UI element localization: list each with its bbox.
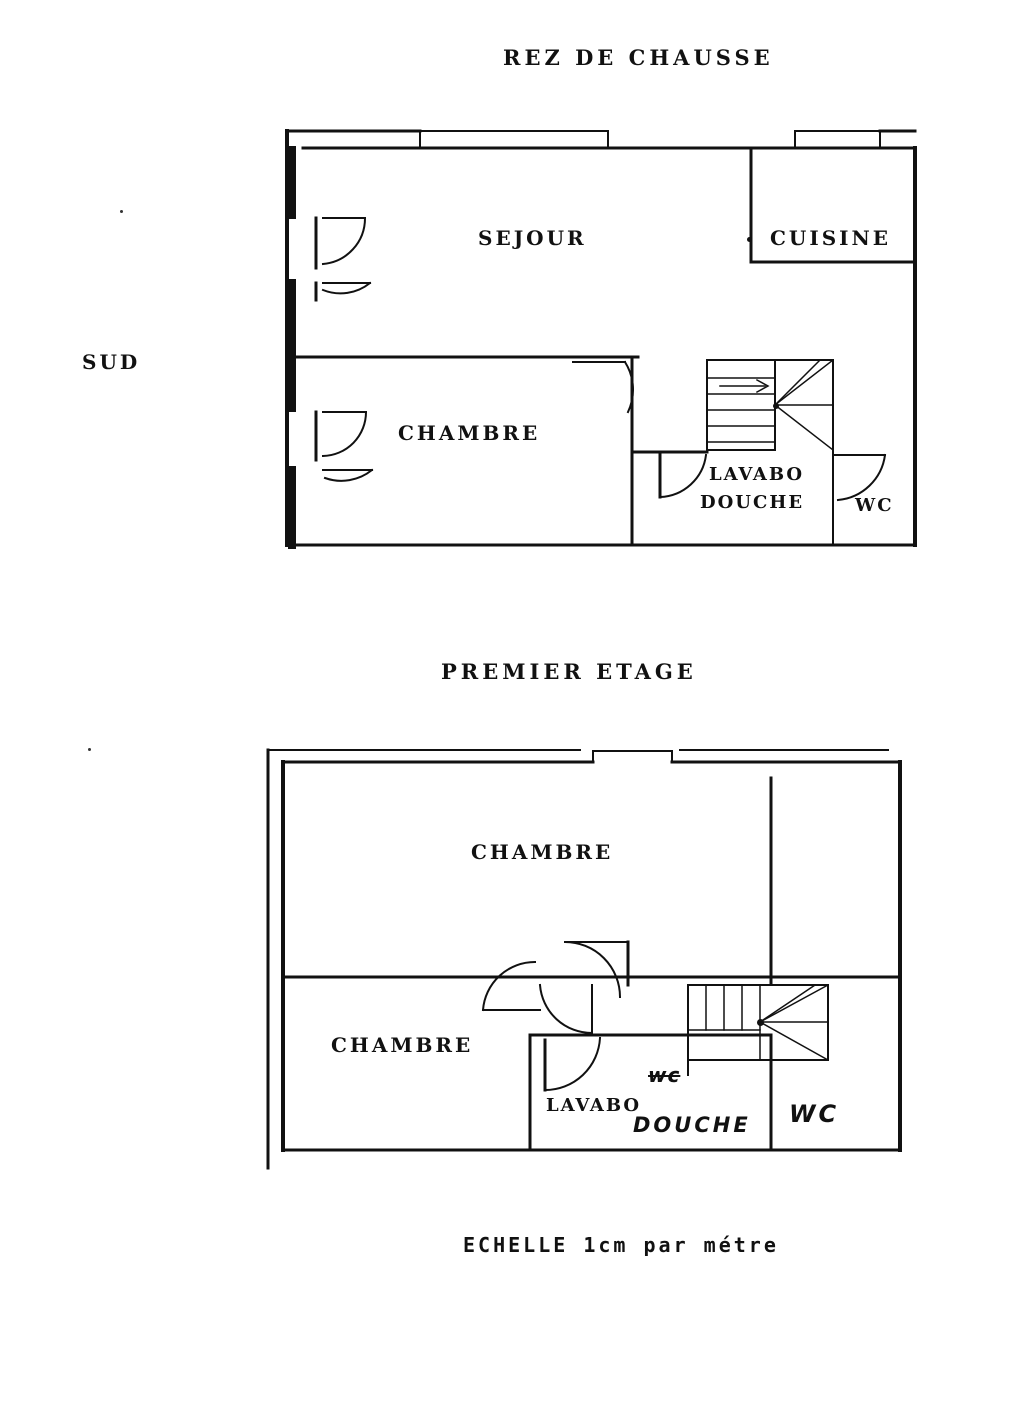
ink-speck	[88, 748, 91, 751]
room-label-lavabo-ground: LAVABO	[709, 464, 805, 485]
ground-floor-title: REZ DE CHAUSSE	[503, 45, 774, 70]
room-label-wc-upper-handwritten: WC	[789, 1100, 840, 1128]
room-label-sejour: SEJOUR	[478, 226, 587, 250]
room-label-chambre-upper-bottom: CHAMBRE	[331, 1033, 474, 1057]
stair-newel-point-ground	[773, 403, 779, 409]
stair-newel-point-upper	[757, 1019, 764, 1026]
ink-speck	[120, 210, 123, 213]
room-label-chambre-ground: CHAMBRE	[398, 421, 541, 445]
first-floor-title: PREMIER ETAGE	[441, 659, 697, 684]
room-label-chambre-upper-top: CHAMBRE	[471, 840, 614, 864]
room-label-douche-ground: DOUCHE	[700, 492, 805, 513]
room-label-lavabo-upper: LAVABO	[546, 1095, 642, 1116]
scribble-mark: wc	[648, 1063, 681, 1087]
room-label-cuisine: CUISINE	[770, 226, 892, 250]
scale-note: ECHELLE 1cm par métre	[463, 1233, 779, 1257]
cuisine-door-point	[747, 237, 752, 242]
room-label-douche-upper-handwritten: DOUCHE	[633, 1113, 751, 1137]
south-orientation-label: SUD	[82, 350, 141, 374]
room-label-wc-ground: WC	[855, 495, 894, 516]
